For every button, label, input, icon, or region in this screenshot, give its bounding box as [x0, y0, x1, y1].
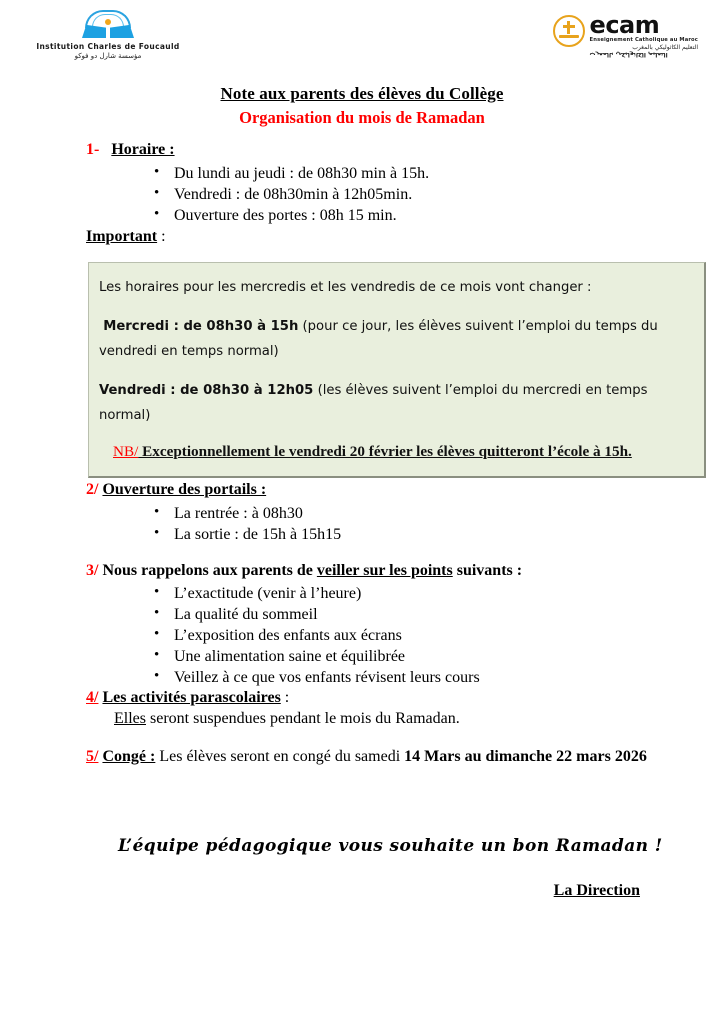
section-2-heading-text: Ouverture des portails : [102, 481, 267, 498]
ecam-logo [552, 11, 698, 58]
ecam-subtitle-ar-mirror: التعليم الكاثوليكي بالمغرب [589, 51, 668, 58]
section-1-heading-text: Horaire : [111, 141, 175, 158]
list-item: • Veillez à ce que vos enfants révisent leurs cours [174, 667, 706, 688]
callout-intro: Les horaires pour les mercredis et les vendredis de ce mois vont changer : [99, 280, 592, 295]
nb-text: Exceptionnellement le vendredi 20 février les élèves quitteront l’école à 15h. [138, 443, 632, 460]
list-item: • La rentrée : à 08h30 [174, 503, 706, 524]
section-4-body-rest: seront suspendues pendant le mois du Ramadan. [146, 709, 460, 727]
section-5-heading: Congé : [102, 748, 156, 765]
ecam-subtitle-fr: Enseignement Catholique au Maroc [589, 37, 698, 43]
section-2-number: 2/ [86, 481, 99, 498]
callout-friday-rest: (les élèves suivent l’emploi du mercredi en temps normal) [99, 383, 648, 423]
spacer [86, 545, 706, 561]
callout-wednesday [99, 314, 692, 364]
section-1-heading [86, 140, 706, 161]
section-1-bullet-list [86, 163, 706, 226]
section-3-bullet-list [86, 583, 706, 688]
section-4-heading-text: Les activités parascolaires [102, 689, 281, 706]
list-item: • Vendredi : de 08h30min à 12h05min. [174, 184, 706, 205]
institution-logo-name: Institution Charles de Foucauld [36, 42, 180, 51]
section-2-heading [86, 480, 706, 501]
section-3-number: 3/ [86, 561, 99, 579]
section-3 [86, 561, 706, 689]
page-subtitle: Organisation du mois de Ramadan [239, 108, 485, 127]
institution-logo [18, 10, 198, 60]
list-item: • Ouverture des portes : 08h 15 min. [174, 205, 706, 226]
closing-message: L’équipe pédagogique vous souhaite un bon Ramadan ! [118, 836, 663, 856]
open-book-globe-icon [79, 10, 137, 40]
section-5-number: 5/ [86, 748, 99, 765]
list-item: • Du lundi au jeudi : de 08h30 min à 15h. [174, 163, 706, 184]
page-title-block [0, 84, 724, 128]
callout-friday-bold: Vendredi : de 08h30 à 12h05 [99, 383, 314, 398]
list-item: • La sortie : de 15h à 15h15 [174, 524, 706, 545]
list-item: • Une alimentation saine et équilibrée [174, 646, 706, 667]
callout-nb-line [113, 442, 692, 462]
ecam-subtitle-ar: التعليم الكاثوليكي بالمغرب [632, 44, 698, 51]
section-5-body-bold: 14 Mars au dimanche 22 mars 2026 [404, 748, 647, 765]
callout-wednesday-rest: (pour ce jour, les élèves suivent l’emploi du temps du vendredi en temps normal) [99, 319, 658, 359]
document-body-lower [86, 480, 706, 768]
section-3-heading-part2: suivants : [452, 561, 523, 579]
schedule-change-callout-box [88, 262, 706, 478]
section-3-heading-part1: Nous rappelons aux parents de [102, 561, 317, 579]
sun-cross-emblem-icon [552, 14, 586, 48]
section-1-number: 1- [86, 141, 100, 158]
important-colon: : [157, 227, 166, 245]
section-3-heading [86, 561, 706, 582]
section-3-heading-underlined: veiller sur les points [316, 561, 453, 579]
list-item: • La qualité du sommeil [174, 604, 706, 625]
ecam-wordmark: ecam [589, 11, 660, 39]
section-4-body [86, 709, 706, 730]
signature: La Direction [553, 882, 640, 899]
callout-friday [99, 378, 692, 428]
list-item: • L’exactitude (venir à l’heure) [174, 583, 706, 604]
section-5 [86, 745, 706, 768]
institution-logo-arabic: مؤسسة شارل دو فوكو [74, 52, 142, 60]
nb-tag: NB/ [113, 443, 139, 460]
section-4-heading [86, 688, 706, 709]
important-label-line [86, 227, 706, 248]
callout-wednesday-bold: Mercredi : de 08h30 à 15h [103, 319, 299, 334]
section-4-number: 4/ [86, 689, 99, 706]
section-2 [86, 480, 706, 545]
section-2-bullet-list [86, 503, 706, 545]
section-4 [86, 688, 706, 729]
section-4-body-underlined: Elles [114, 709, 146, 727]
section-4-colon: : [280, 689, 290, 706]
document-header [0, 0, 724, 78]
list-item: • L’exposition des enfants aux écrans [174, 625, 706, 646]
page-title: Note aux parents des élèves du Collège [220, 84, 504, 103]
section-5-body-regular: Les élèves seront en congé du samedi [155, 748, 405, 765]
section-1 [86, 140, 706, 247]
important-label: Important [86, 227, 158, 245]
